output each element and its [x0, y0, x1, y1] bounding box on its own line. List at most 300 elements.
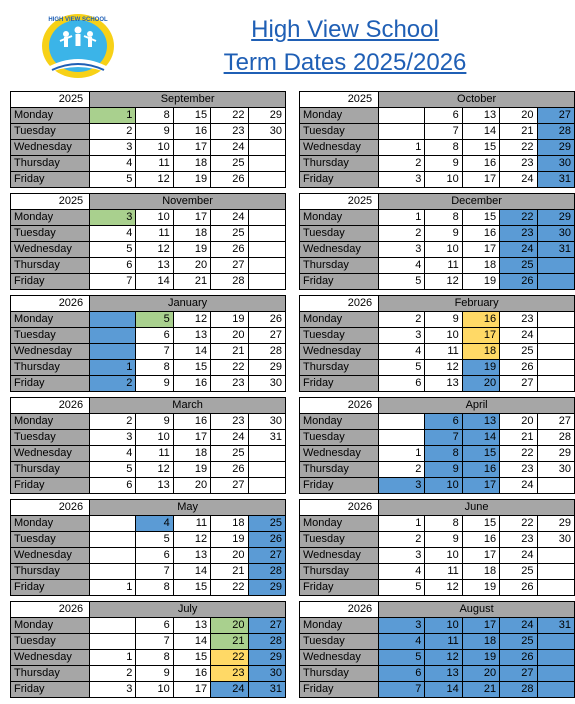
- date-cell: 3: [379, 478, 425, 494]
- date-cell: 5: [379, 360, 425, 376]
- date-cell: 10: [136, 682, 173, 698]
- date-cell: 12: [136, 462, 173, 478]
- day-label: Tuesday: [11, 328, 90, 344]
- day-label: Thursday: [300, 360, 379, 376]
- date-cell: 29: [537, 446, 574, 462]
- month-name: March: [90, 398, 286, 414]
- date-cell: 28: [500, 682, 537, 698]
- date-cell: 26: [500, 274, 537, 290]
- day-label: Monday: [300, 210, 379, 226]
- date-cell: 13: [173, 328, 210, 344]
- date-cell: 15: [462, 516, 499, 532]
- date-cell: 13: [462, 414, 499, 430]
- date-cell: 29: [537, 140, 574, 156]
- date-cell: 30: [248, 414, 285, 430]
- date-cell: 12: [425, 650, 462, 666]
- date-cell: 29: [248, 360, 285, 376]
- date-cell: 15: [462, 446, 499, 462]
- date-cell: 27: [537, 414, 574, 430]
- month-name: October: [379, 92, 575, 108]
- date-cell: 30: [537, 156, 574, 172]
- date-cell: 8: [425, 140, 462, 156]
- date-cell: 21: [173, 274, 210, 290]
- date-cell: 28: [537, 430, 574, 446]
- month-name: November: [90, 194, 286, 210]
- date-cell: 2: [90, 124, 136, 140]
- date-cell: 24: [500, 618, 537, 634]
- date-cell: 2: [90, 376, 136, 392]
- day-label: Tuesday: [300, 634, 379, 650]
- date-cell: 19: [173, 462, 210, 478]
- day-label: Monday: [300, 414, 379, 430]
- date-cell: [248, 258, 285, 274]
- date-cell: [90, 548, 136, 564]
- date-cell: 29: [537, 210, 574, 226]
- date-cell: [537, 360, 574, 376]
- day-label: Monday: [11, 108, 90, 124]
- date-cell: 7: [136, 564, 173, 580]
- date-cell: 3: [90, 210, 136, 226]
- day-label: Friday: [11, 478, 90, 494]
- date-cell: 27: [248, 618, 285, 634]
- day-label: Friday: [300, 376, 379, 392]
- date-cell: 30: [537, 462, 574, 478]
- day-label: Friday: [11, 172, 90, 188]
- date-cell: 15: [173, 360, 210, 376]
- date-cell: 15: [173, 108, 210, 124]
- date-cell: [90, 328, 136, 344]
- year-label: 2026: [11, 500, 90, 516]
- date-cell: 9: [425, 156, 462, 172]
- date-cell: 30: [248, 124, 285, 140]
- date-cell: 14: [425, 682, 462, 698]
- month-calendar-july: [10, 601, 286, 698]
- date-cell: 14: [462, 430, 499, 446]
- date-cell: 9: [136, 376, 173, 392]
- day-label: Tuesday: [300, 124, 379, 140]
- date-cell: 31: [537, 172, 574, 188]
- date-cell: [248, 140, 285, 156]
- date-cell: 26: [248, 312, 285, 328]
- date-cell: 9: [136, 124, 173, 140]
- date-cell: 16: [462, 226, 499, 242]
- date-cell: [248, 274, 285, 290]
- date-cell: 23: [211, 414, 248, 430]
- month-name: August: [379, 602, 575, 618]
- day-label: Tuesday: [11, 532, 90, 548]
- date-cell: 3: [379, 242, 425, 258]
- day-label: Tuesday: [11, 634, 90, 650]
- date-cell: 21: [211, 634, 248, 650]
- date-cell: [248, 156, 285, 172]
- date-cell: [90, 564, 136, 580]
- day-label: Friday: [11, 376, 90, 392]
- date-cell: 10: [425, 548, 462, 564]
- date-cell: 14: [173, 634, 210, 650]
- date-cell: 7: [136, 634, 173, 650]
- date-cell: 26: [211, 462, 248, 478]
- date-cell: 24: [500, 548, 537, 564]
- date-cell: 30: [248, 666, 285, 682]
- date-cell: 27: [248, 548, 285, 564]
- date-cell: 31: [248, 430, 285, 446]
- date-cell: 8: [136, 108, 173, 124]
- date-cell: 19: [173, 242, 210, 258]
- date-cell: 20: [211, 618, 248, 634]
- date-cell: 4: [379, 344, 425, 360]
- date-cell: 30: [537, 532, 574, 548]
- date-cell: 19: [462, 580, 499, 596]
- day-label: Thursday: [11, 666, 90, 682]
- date-cell: 28: [537, 124, 574, 140]
- date-cell: [537, 274, 574, 290]
- date-cell: 31: [537, 618, 574, 634]
- date-cell: 5: [90, 172, 136, 188]
- date-cell: 10: [425, 618, 462, 634]
- day-label: Thursday: [11, 258, 90, 274]
- day-label: Wednesday: [300, 140, 379, 156]
- day-label: Monday: [11, 618, 90, 634]
- date-cell: 24: [500, 328, 537, 344]
- year-label: 2026: [11, 602, 90, 618]
- date-cell: 6: [90, 258, 136, 274]
- date-cell: 28: [248, 564, 285, 580]
- date-cell: 11: [136, 446, 173, 462]
- date-cell: 23: [500, 226, 537, 242]
- date-cell: [90, 516, 136, 532]
- day-label: Friday: [300, 580, 379, 596]
- date-cell: [248, 462, 285, 478]
- date-cell: 28: [211, 274, 248, 290]
- date-cell: 26: [248, 532, 285, 548]
- date-cell: 21: [462, 682, 499, 698]
- date-cell: 5: [379, 580, 425, 596]
- date-cell: 17: [462, 328, 499, 344]
- date-cell: [379, 414, 425, 430]
- date-cell: 20: [173, 258, 210, 274]
- date-cell: 16: [173, 414, 210, 430]
- year-label: 2026: [300, 500, 379, 516]
- date-cell: 13: [173, 618, 210, 634]
- date-cell: 8: [136, 580, 173, 596]
- date-cell: 3: [90, 430, 136, 446]
- date-cell: 1: [379, 446, 425, 462]
- day-label: Monday: [300, 618, 379, 634]
- school-name: High View School: [251, 16, 439, 43]
- date-cell: 25: [500, 344, 537, 360]
- day-label: Wednesday: [11, 548, 90, 564]
- year-label: 2026: [11, 398, 90, 414]
- date-cell: 26: [211, 172, 248, 188]
- day-label: Wednesday: [300, 344, 379, 360]
- date-cell: 22: [500, 140, 537, 156]
- date-cell: 2: [379, 156, 425, 172]
- date-cell: 2: [379, 532, 425, 548]
- date-cell: 18: [173, 446, 210, 462]
- date-cell: 15: [462, 140, 499, 156]
- date-cell: 8: [136, 650, 173, 666]
- date-cell: 24: [500, 172, 537, 188]
- month-calendar-october: [299, 91, 575, 188]
- date-cell: 27: [211, 258, 248, 274]
- date-cell: [248, 478, 285, 494]
- date-cell: 14: [136, 274, 173, 290]
- date-cell: 4: [379, 564, 425, 580]
- month-name: May: [90, 500, 286, 516]
- day-label: Monday: [11, 210, 90, 226]
- date-cell: 4: [379, 258, 425, 274]
- date-cell: 24: [211, 430, 248, 446]
- date-cell: 9: [136, 414, 173, 430]
- date-cell: 29: [248, 580, 285, 596]
- date-cell: 11: [425, 564, 462, 580]
- date-cell: 11: [425, 258, 462, 274]
- year-label: 2025: [11, 92, 90, 108]
- date-cell: [537, 548, 574, 564]
- date-cell: 27: [248, 328, 285, 344]
- date-cell: 23: [500, 312, 537, 328]
- date-cell: 20: [462, 376, 499, 392]
- date-cell: 11: [136, 226, 173, 242]
- date-cell: 17: [462, 618, 499, 634]
- date-cell: 25: [211, 156, 248, 172]
- date-cell: 15: [173, 650, 210, 666]
- date-cell: 19: [462, 360, 499, 376]
- date-cell: 2: [379, 312, 425, 328]
- date-cell: 19: [211, 312, 248, 328]
- date-cell: 1: [90, 580, 136, 596]
- date-cell: 22: [500, 446, 537, 462]
- date-cell: 9: [425, 312, 462, 328]
- date-cell: 7: [379, 682, 425, 698]
- day-label: Monday: [300, 108, 379, 124]
- date-cell: [90, 634, 136, 650]
- date-cell: 9: [425, 532, 462, 548]
- date-cell: [537, 650, 574, 666]
- date-cell: 16: [462, 462, 499, 478]
- date-cell: 25: [500, 634, 537, 650]
- date-cell: 13: [136, 258, 173, 274]
- date-cell: 10: [425, 242, 462, 258]
- month-name: January: [90, 296, 286, 312]
- date-cell: 1: [90, 650, 136, 666]
- day-label: Wednesday: [11, 140, 90, 156]
- month-name: April: [379, 398, 575, 414]
- date-cell: 26: [211, 242, 248, 258]
- date-cell: 4: [90, 156, 136, 172]
- date-cell: 1: [379, 516, 425, 532]
- day-label: Thursday: [300, 564, 379, 580]
- date-cell: 23: [500, 156, 537, 172]
- date-cell: 11: [425, 634, 462, 650]
- date-cell: 5: [379, 274, 425, 290]
- day-label: Friday: [300, 478, 379, 494]
- month-name: June: [379, 500, 575, 516]
- date-cell: 29: [248, 108, 285, 124]
- month-calendar-may: [10, 499, 286, 596]
- date-cell: 21: [211, 344, 248, 360]
- date-cell: 2: [379, 462, 425, 478]
- date-cell: 28: [248, 344, 285, 360]
- date-cell: 23: [500, 462, 537, 478]
- month-calendar-april: [299, 397, 575, 494]
- date-cell: [248, 226, 285, 242]
- date-cell: 20: [500, 108, 537, 124]
- date-cell: 11: [425, 344, 462, 360]
- date-cell: [537, 564, 574, 580]
- day-label: Thursday: [11, 360, 90, 376]
- date-cell: [537, 344, 574, 360]
- date-cell: 4: [90, 226, 136, 242]
- date-cell: 12: [136, 242, 173, 258]
- date-cell: 5: [136, 312, 173, 328]
- date-cell: 18: [462, 344, 499, 360]
- day-label: Tuesday: [300, 226, 379, 242]
- date-cell: [537, 580, 574, 596]
- date-cell: 27: [500, 376, 537, 392]
- page-subtitle: Term Dates 2025/2026: [223, 49, 467, 76]
- date-cell: 26: [500, 360, 537, 376]
- year-label: 2026: [11, 296, 90, 312]
- date-cell: [537, 258, 574, 274]
- day-label: Tuesday: [300, 430, 379, 446]
- date-cell: 17: [173, 210, 210, 226]
- date-cell: [537, 328, 574, 344]
- date-cell: 17: [173, 682, 210, 698]
- date-cell: [379, 430, 425, 446]
- date-cell: 6: [379, 666, 425, 682]
- date-cell: 13: [425, 666, 462, 682]
- month-calendar-september: [10, 91, 286, 188]
- day-label: Monday: [11, 516, 90, 532]
- date-cell: 19: [462, 274, 499, 290]
- date-cell: 24: [211, 682, 248, 698]
- date-cell: 20: [211, 328, 248, 344]
- year-label: 2026: [300, 296, 379, 312]
- day-label: Wednesday: [11, 242, 90, 258]
- date-cell: 18: [211, 516, 248, 532]
- date-cell: 1: [90, 360, 136, 376]
- date-cell: 18: [462, 258, 499, 274]
- day-label: Monday: [300, 516, 379, 532]
- date-cell: 5: [90, 462, 136, 478]
- date-cell: 25: [211, 446, 248, 462]
- date-cell: 7: [90, 274, 136, 290]
- day-label: Tuesday: [300, 532, 379, 548]
- year-label: 2026: [300, 398, 379, 414]
- date-cell: [248, 210, 285, 226]
- date-cell: 8: [425, 210, 462, 226]
- date-cell: 11: [136, 156, 173, 172]
- date-cell: 15: [462, 210, 499, 226]
- date-cell: 23: [500, 532, 537, 548]
- date-cell: 13: [462, 108, 499, 124]
- date-cell: 10: [425, 172, 462, 188]
- date-cell: 25: [211, 226, 248, 242]
- date-cell: 9: [136, 666, 173, 682]
- date-cell: 22: [500, 210, 537, 226]
- date-cell: 4: [90, 446, 136, 462]
- day-label: Friday: [300, 172, 379, 188]
- day-label: Wednesday: [300, 650, 379, 666]
- date-cell: 18: [173, 156, 210, 172]
- date-cell: 12: [173, 312, 210, 328]
- date-cell: 3: [90, 682, 136, 698]
- date-cell: [379, 108, 425, 124]
- date-cell: 6: [379, 376, 425, 392]
- date-cell: 10: [136, 430, 173, 446]
- date-cell: 12: [425, 360, 462, 376]
- date-cell: 2: [90, 666, 136, 682]
- date-cell: 27: [537, 108, 574, 124]
- day-label: Wednesday: [300, 446, 379, 462]
- day-label: Wednesday: [11, 650, 90, 666]
- date-cell: 6: [90, 478, 136, 494]
- date-cell: 23: [211, 124, 248, 140]
- date-cell: 2: [90, 414, 136, 430]
- date-cell: 31: [248, 682, 285, 698]
- day-label: Thursday: [11, 156, 90, 172]
- day-label: Thursday: [11, 462, 90, 478]
- date-cell: 6: [425, 108, 462, 124]
- date-cell: 12: [173, 532, 210, 548]
- date-cell: 17: [462, 242, 499, 258]
- month-calendar-december: [299, 193, 575, 290]
- day-label: Tuesday: [11, 124, 90, 140]
- date-cell: 11: [173, 516, 210, 532]
- date-cell: 6: [136, 548, 173, 564]
- date-cell: 27: [211, 478, 248, 494]
- day-label: Tuesday: [300, 328, 379, 344]
- date-cell: 17: [173, 430, 210, 446]
- date-cell: 7: [136, 344, 173, 360]
- date-cell: 19: [462, 650, 499, 666]
- date-cell: 26: [500, 580, 537, 596]
- day-label: Monday: [300, 312, 379, 328]
- day-label: Wednesday: [300, 242, 379, 258]
- date-cell: 26: [500, 650, 537, 666]
- date-cell: 10: [425, 328, 462, 344]
- date-cell: 18: [462, 634, 499, 650]
- date-cell: 13: [425, 376, 462, 392]
- date-cell: [90, 344, 136, 360]
- date-cell: 7: [425, 430, 462, 446]
- date-cell: 29: [537, 516, 574, 532]
- date-cell: 12: [136, 172, 173, 188]
- date-cell: 8: [425, 446, 462, 462]
- date-cell: 24: [211, 140, 248, 156]
- day-label: Friday: [11, 580, 90, 596]
- date-cell: 22: [211, 580, 248, 596]
- month-calendar-january: [10, 295, 286, 392]
- day-label: Thursday: [300, 462, 379, 478]
- date-cell: [537, 634, 574, 650]
- date-cell: 24: [500, 478, 537, 494]
- year-label: 2025: [300, 194, 379, 210]
- date-cell: 30: [537, 226, 574, 242]
- date-cell: 21: [500, 124, 537, 140]
- date-cell: 16: [462, 156, 499, 172]
- day-label: Friday: [300, 682, 379, 698]
- year-label: 2025: [11, 194, 90, 210]
- day-label: Tuesday: [11, 430, 90, 446]
- date-cell: 25: [500, 564, 537, 580]
- date-cell: 17: [462, 172, 499, 188]
- date-cell: 3: [379, 618, 425, 634]
- day-label: Wednesday: [11, 344, 90, 360]
- date-cell: 20: [211, 548, 248, 564]
- date-cell: 4: [379, 634, 425, 650]
